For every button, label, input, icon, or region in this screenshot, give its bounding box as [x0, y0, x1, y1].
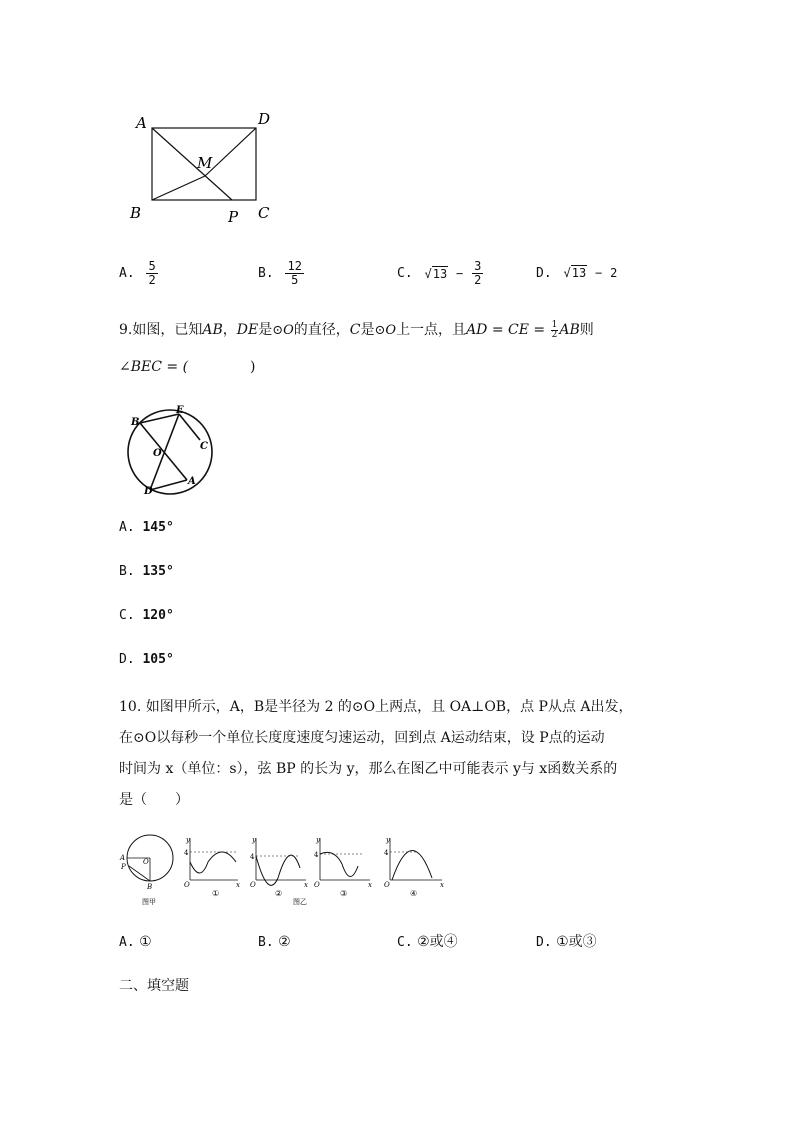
q9-option-b[interactable] — [119, 564, 174, 579]
q9-half-den: 2 — [551, 329, 558, 340]
q9-text-5: 是 — [360, 322, 375, 338]
q9-text-4: 的直径， — [293, 322, 350, 338]
q8-option-c-sqrt: √13 — [424, 266, 448, 281]
q9-half-num: 1 — [551, 319, 558, 330]
q10-yi-caption: 图乙 — [293, 898, 307, 906]
q9-label-b: B — [131, 417, 140, 428]
q9-var-de: DE — [236, 322, 259, 338]
q10-option-b-value: ② — [278, 934, 291, 950]
q8-label-c: C — [258, 204, 270, 222]
q9-close-paren: ) — [250, 359, 256, 375]
q8-option-c-fraction — [472, 260, 483, 287]
q9-label-c: C — [200, 441, 208, 452]
q10-option-d-value: ①或③ — [556, 934, 597, 950]
q10-g2-four: 4 — [250, 853, 255, 861]
q8-option-b-fraction — [285, 260, 303, 287]
q10-g1-o: O — [184, 881, 190, 889]
q10-option-b-label: B. — [258, 935, 274, 950]
q9-text-1: 9.如图，已知 — [119, 322, 203, 338]
q9-circle-figure — [120, 400, 220, 500]
q9-option-d-label: D. — [119, 652, 135, 667]
q9-option-a-label: A. — [119, 520, 135, 535]
q10-g4-o: O — [384, 881, 390, 889]
q10-g4-mark: ④ — [410, 889, 418, 898]
q10-g4-y: y — [386, 836, 390, 844]
q8-option-c-minus: − — [456, 266, 464, 281]
q8-option-a-label: A. — [119, 266, 135, 281]
q9-label-o: O — [153, 448, 162, 459]
q8-option-b[interactable] — [258, 260, 304, 287]
q9-half-fraction — [551, 321, 559, 340]
q10-jia-label-p: P — [121, 863, 126, 871]
q10-g2-o: O — [250, 881, 256, 889]
q10-g3-mark: ③ — [340, 889, 348, 898]
q10-option-b[interactable] — [258, 932, 291, 953]
q10-g3-y: y — [316, 836, 320, 844]
q9-text-2: ， — [222, 322, 237, 338]
q10-option-c[interactable] — [397, 932, 458, 953]
q10-g1-x: x — [236, 881, 240, 889]
q9-stem-line2 — [119, 357, 256, 377]
q10-option-a[interactable] — [119, 932, 152, 953]
q9-equation: AD = CE = — [466, 322, 550, 338]
q9-option-d[interactable] — [119, 652, 174, 667]
q8-option-d-tail: 2 — [610, 266, 618, 280]
q10-option-a-value: ① — [139, 934, 152, 950]
q9-stem-line1 — [119, 320, 594, 341]
q10-option-c-value: ②或④ — [417, 934, 458, 950]
q10-graph-2 — [250, 836, 308, 898]
q8-option-c-den: 2 — [474, 273, 482, 287]
q8-option-c-radicand: 13 — [432, 266, 448, 281]
q8-option-d-label: D. — [536, 266, 552, 281]
q10-jia-label-a: A — [120, 854, 126, 862]
section-fill-in-heading: 二、填空题 — [119, 978, 189, 994]
q8-option-d[interactable] — [536, 266, 617, 281]
q8-option-b-den: 5 — [291, 273, 299, 287]
q8-option-a-num: 5 — [148, 259, 156, 273]
q10-jia-caption: 图甲 — [142, 898, 156, 906]
q9-text-7: 则 — [579, 322, 594, 338]
q10-option-d[interactable] — [536, 932, 597, 953]
q10-graph-4 — [384, 836, 444, 898]
q9-var-ab: AB — [202, 322, 223, 338]
q8-option-d-sqrt: √13 — [563, 266, 587, 280]
q8-label-a: A — [136, 114, 147, 132]
q8-option-b-label: B. — [258, 266, 274, 281]
q9-text-3: 是 — [258, 322, 273, 338]
q9-option-c[interactable] — [119, 608, 174, 623]
q9-angle-bec: ∠BEC = ( — [119, 359, 189, 375]
q8-rectangle-figure — [125, 105, 285, 230]
q8-option-d-minus: − — [595, 266, 603, 280]
q9-option-b-value: 135° — [142, 564, 174, 579]
q10-option-c-label: C. — [397, 935, 413, 950]
q10-option-d-label: D. — [536, 935, 552, 950]
q10-g1-mark: ① — [212, 889, 220, 898]
q10-jia-label-o: O — [143, 858, 149, 866]
q10-g2-y: y — [252, 836, 256, 844]
q9-option-c-value: 120° — [142, 608, 174, 623]
q8-option-c-label: C. — [397, 266, 413, 281]
q9-var-c: C — [349, 322, 361, 338]
q10-g3-four: 4 — [314, 851, 319, 859]
q10-stem-line4: 是（ ） — [119, 792, 189, 808]
q8-label-d: D — [258, 110, 271, 128]
q10-g1-y: y — [186, 836, 190, 844]
q9-var-ab-2: AB — [559, 322, 580, 338]
q8-option-a-fraction — [146, 260, 157, 287]
q8-option-b-num: 12 — [287, 259, 302, 273]
q10-graph-1 — [184, 836, 240, 898]
q10-g4-x: x — [440, 881, 444, 889]
q10-g3-o: O — [314, 881, 320, 889]
q9-option-d-value: 105° — [142, 652, 174, 667]
q9-label-e: E — [176, 405, 184, 416]
q10-graph-3 — [314, 836, 372, 898]
q10-option-a-label: A. — [119, 935, 135, 950]
q10-g4-four: 4 — [384, 849, 389, 857]
q9-option-c-label: C. — [119, 608, 135, 623]
q10-stem-line2: 在⊙O以每秒一个单位长度度速度匀速运动，回到点 A运动结束，设 P点的运动 — [119, 730, 605, 746]
q8-option-d-radicand: 13 — [571, 266, 587, 280]
q9-option-b-label: B. — [119, 564, 135, 579]
q9-circle-o-1: ⊙O — [272, 323, 294, 338]
q9-label-a: A — [188, 476, 196, 487]
q10-figures — [115, 828, 450, 910]
q10-g2-x: x — [304, 881, 308, 889]
q9-option-a-value: 145° — [142, 520, 174, 535]
q10-stem-line1: 10. 如图甲所示，A，B是半径为 2 的⊙O上两点，且 OA⊥OB，点 P从点 A出发， — [119, 699, 633, 715]
q8-option-c[interactable] — [397, 260, 483, 287]
q9-option-a[interactable] — [119, 520, 174, 535]
q10-g1-four: 4 — [184, 849, 189, 857]
q9-text-6: 上一点，且 — [396, 322, 467, 338]
q8-label-m: M — [197, 154, 213, 172]
q10-stem-line3: 时间为 x（单位：s），弦 BP 的长为 y，那么在图乙中可能表示 y与 x函数关系的 — [119, 761, 618, 777]
q8-option-c-num: 3 — [474, 259, 482, 273]
q8-label-b: B — [130, 204, 142, 222]
q8-option-a[interactable] — [119, 260, 158, 287]
q10-fig-jia — [119, 835, 173, 906]
q10-jia-label-b: B — [147, 883, 153, 891]
q8-option-a-den: 2 — [148, 273, 156, 287]
q10-g2-mark: ② — [275, 889, 283, 898]
q8-label-p: P — [228, 208, 239, 226]
q9-label-d: D — [144, 486, 153, 497]
q10-g3-x: x — [368, 881, 372, 889]
q9-circle-o-2: ⊙O — [374, 323, 397, 338]
